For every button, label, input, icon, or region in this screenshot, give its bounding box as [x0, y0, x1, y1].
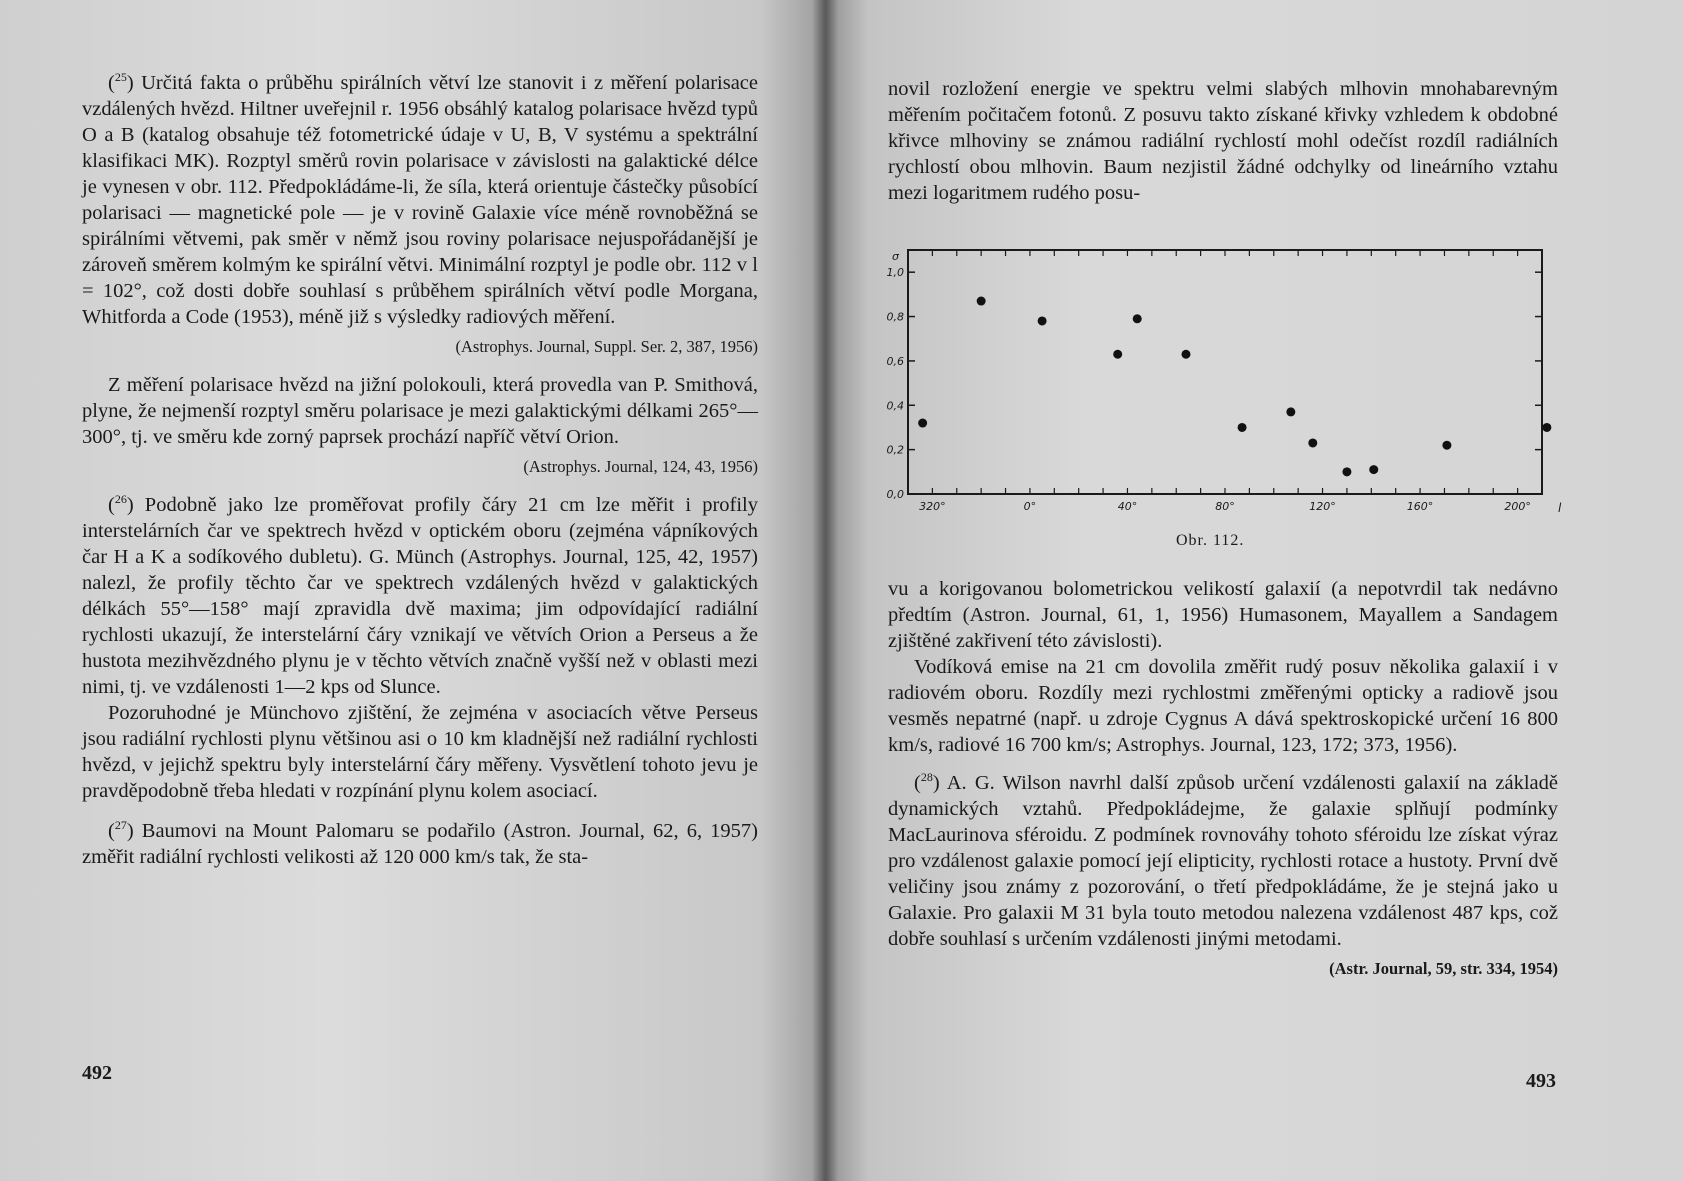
- data-point: [1442, 441, 1451, 450]
- data-point: [1133, 314, 1142, 323]
- left-page: [0, 0, 826, 1181]
- page-number-right: 493: [1526, 1070, 1556, 1092]
- note-25: [82, 70, 758, 358]
- y-tick-label: 0,6: [886, 354, 904, 368]
- x-axis-label: l: [1558, 501, 1562, 515]
- figure-caption: Obr. 112.: [1176, 532, 1245, 549]
- data-point: [918, 419, 927, 428]
- note-28-text: A. G. Wilson navrhl další způsob určení vzdálenosti galaxií na základě dynamických vztahů. Předpokládejme, že galaxie splňují podmínky MacLaurinova sféroidu. Z podmínek rovnováhy tohoto sféroidu lze získat výraz pro vzdálenost galaxie pomocí její elipticity, rychlosti rotace a hustoty. První dvě veličiny jsou známy z pozorování, o třetí předpokládáme, že je stejná jako u Galaxie. Pro galaxii M 31 byla touto metodou nalezena vzdálenost 487 kps, což dobře souhlasí s určením vzdálenosti jinými metodami.: [888, 772, 1558, 950]
- y-tick-label: 0,0: [886, 488, 904, 501]
- y-tick-label: 1,0: [886, 266, 904, 280]
- x-tick-label: 120°: [1309, 500, 1336, 513]
- x-tick-label: 0°: [1023, 500, 1037, 513]
- note-26: [82, 492, 758, 804]
- left-column: [82, 70, 758, 880]
- right-column-top: [888, 76, 1558, 206]
- data-point: [1308, 438, 1317, 447]
- smith-block: [82, 372, 758, 478]
- y-axis-label: σ: [892, 250, 899, 263]
- y-tick-label: 0,2: [886, 443, 904, 457]
- note-28-marker: 28: [920, 770, 933, 785]
- note-25-source: (Astrophys. Journal, Suppl. Ser. 2, 387, 1956): [455, 337, 758, 356]
- note-28: [888, 770, 1558, 980]
- plot-frame: [908, 250, 1542, 494]
- note-26-text: Podobně jako lze proměřovat profily čáry 21 cm lze měřit i profily interstelárních čar ve spektrech hvězd v optickém oboru (zejména vápníkových čar H a K a sodíkového dubletu). G. Münch (Astrophys. Journal, 125, 42, 1957) nalezl, že profily těchto čar ve spektrech vzdálených hvězd v galaktických délkách 55°—158° mají zpravidla dvě maxima; jim odpovídající radiální rychlosti ukazují, že interstelární čáry vznikají ve větvích Orion a Perseus a že hustota mezihvězdného plynu je v těchto větvích značně vyšší než v oblasti mezi nimi, tj. ve vzdálenosti 1—2 kps od Slunce.: [82, 494, 758, 698]
- smith-source: (Astrophys. Journal, 124, 43, 1956): [523, 457, 758, 476]
- right-column-bottom: [888, 576, 1558, 980]
- smith-paragraph: Z měření polarisace hvězd na jižní polokouli, která provedla van P. Smithová, plyne, že nejmenší rozptyl směru polarisace je mezi galaktickými délkami 265°—300°, tj. ve směru kde zorný paprsek prochází napříč větví Orion.: [82, 374, 758, 448]
- note-25-marker: 25: [114, 70, 127, 85]
- data-point: [977, 297, 986, 306]
- page-number-left: 492: [82, 1062, 112, 1084]
- note-27: [82, 818, 758, 870]
- data-point: [1342, 467, 1351, 476]
- munch-paragraph: Pozoruhodné je Münchovo zjištění, že zejména v asociacích větve Perseus jsou radiální rychlosti plynu většinou asi o 10 km kladnější než radiální rychlosti hvězd, v jejichž spektru byly interstelární čáry měřeny. Vysvětlení tohoto jevu je pravděpodobně třeba hledati v rozpínání plynu kolem asociací.: [82, 702, 758, 802]
- note-26-marker: 26: [114, 492, 127, 507]
- x-tick-label: 200°: [1504, 500, 1531, 513]
- scatter-chart: [870, 244, 1570, 534]
- note-28-paragraph: ($^{28}$) A. G. Wilson navrhl další způsob určení vzdálenosti galaxií na základě dynamických vztahů. Předpokládejme, že galaxie splňují podmínky MacLaurinova sféroidu. Z podmínek rovnováhy tohoto sféroidu lze získat výraz pro vzdálenost galaxie pomocí její elipticity, rychlosti rotace a hustoty. První dvě veličiny jsou známy z pozorování, o třetí předpokládáme, že je stejná jako u Galaxie. Pro galaxii M 31 byla touto metodou nalezena vzdálenost 487 kps, což dobře souhlasí s určením vzdálenosti jinými metodami.: [888, 770, 1558, 950]
- data-point: [1181, 350, 1190, 359]
- x-tick-label: 80°: [1215, 500, 1235, 513]
- data-point: [1238, 423, 1247, 432]
- y-tick-label: 0,8: [886, 310, 904, 324]
- figure-112: [870, 244, 1570, 554]
- baum-end-paragraph: vu a korigovanou bolometrickou velikostí galaxií (a nepotvrdil tak nedávno předtím (Astron. Journal, 61, 1, 1956) Humasonem, Mayallem a Sandagem zjištěné zakřivení této závislosti).: [888, 578, 1558, 652]
- data-point: [1286, 407, 1295, 416]
- x-tick-label: 40°: [1117, 500, 1138, 513]
- note-25-text: Určitá fakta o průběhu spirálních větví lze stanovit i z měření polarisace vzdálených hvězd. Hiltner uveřejnil r. 1956 obsáhlý katalog polarisace hvězd typů O a B (katalog obsahuje též fotometrické údaje v U, B, V systému a spektrální klasifikaci MK). Rozptyl směrů rovin polarisace v závislosti na galaktické délce je vynesen v obr. 112. Předpokládáme-li, že síla, která orientuje částečky působící polarisaci — magnetické pole — je v rovině Galaxie více méně rovnoběžná se spirálními větvemi, pak směr v němž jsou roviny polarisace nejuspořádanější je zároveň směrem kolmým ke spirální větvi. Minimální rozptyl je podle obr. 112 v l = 102°, což dosti dobře souhlasí s průběhem spirálních větví podle Morgana, Whitforda a Code (1953), méně již s výsledky radiových měření.: [82, 72, 759, 328]
- y-tick-label: 0,4: [886, 399, 904, 413]
- data-point: [1542, 423, 1551, 432]
- note-27-text: Baumovi na Mount Palomaru se podařilo (Astron. Journal, 62, 6, 1957) změřit radiální rychlosti velikosti až 120 000 km/s tak, že sta-: [82, 820, 759, 868]
- x-tick-label: 320°: [919, 500, 946, 513]
- data-point: [1113, 350, 1122, 359]
- note-27-paragraph: ($^{27}$) Baumovi na Mount Palomaru se podařilo (Astron. Journal, 62, 6, 1957) změřit radiální rychlosti velikosti až 120 000 km/s tak, že sta-: [82, 818, 759, 868]
- note-25-paragraph: ($^{25}$) Určitá fakta o průběhu spirálních větví lze stanovit i z měření polarisace vzdálených hvězd. Hiltner uveřejnil r. 1956 obsáhlý katalog polarisace hvězd typů O a B (katalog obsahuje též fotometrické údaje v U, B, V systému a spektrální klasifikaci MK). Rozptyl směrů rovin polarisace v závislosti na galaktické délce je vynesen v obr. 112. Předpokládáme-li, že síla, která orientuje částečky působící polarisaci — magnetické pole — je v rovině Galaxie více méně rovnoběžná se spirálními větvemi, pak směr v němž jsou roviny polarisace nejuspořádanější je zároveň směrem kolmým ke spirální větvi. Minimální rozptyl je podle obr. 112 v l = 102°, což dosti dobře souhlasí s průběhem spirálních větví podle Morgana, Whitforda a Code (1953), méně již s výsledky radiových měření.: [82, 70, 759, 328]
- book-gutter: [812, 0, 838, 1181]
- baum-continuation: novil rozložení energie ve spektru velmi slabých mlhovin mnohabarevným měřením počitačem fotonů. Z posuvu takto získané křivky vzhledem k obdobné křivce mlhoviny se známou radiální rychlostí mohl odečíst rozdíl radiálních rychlostí obou mlhovin. Baum nezjistil žádné odchylky od lineárního vztahu mezi logaritmem rudého posu-: [888, 78, 1558, 204]
- note-27-marker: 27: [114, 818, 127, 833]
- data-point: [1369, 465, 1378, 474]
- note-26-paragraph: ($^{26}$) Podobně jako lze proměřovat profily čáry 21 cm lze měřit i profily interstelárních čar ve spektrech hvězd v optickém oboru (zejména vápníkových čar H a K a sodíkového dubletu). G. Münch (Astrophys. Journal, 125, 42, 1957) nalezl, že profily těchto čar ve spektrech vzdálených hvězd v galaktických délkách 55°—158° mají zpravidla dvě maxima; jim odpovídající radiální rychlosti ukazují, že interstelární čáry vznikají ve větvích Orion a Perseus a že hustota mezihvězdného plynu je v těchto větvích značně vyšší než v oblasti mezi nimi, tj. ve vzdálenosti 1—2 kps od Slunce.: [82, 492, 758, 698]
- emission-paragraph: Vodíková emise na 21 cm dovolila změřit rudý posuv několika galaxií i v radiovém oboru. Rozdíly mezi rychlostmi změřenými opticky a radiově jsou vesměs nepatrné (např. u zdroje Cygnus A dává spektroskopické určení 16 800 km/s, radiové 16 700 km/s; Astrophys. Journal, 123, 172; 373, 1956).: [888, 656, 1558, 756]
- x-tick-label: 160°: [1406, 500, 1434, 513]
- data-point: [1038, 316, 1047, 325]
- note-28-source: (Astr. Journal, 59, str. 334, 1954): [1329, 959, 1558, 978]
